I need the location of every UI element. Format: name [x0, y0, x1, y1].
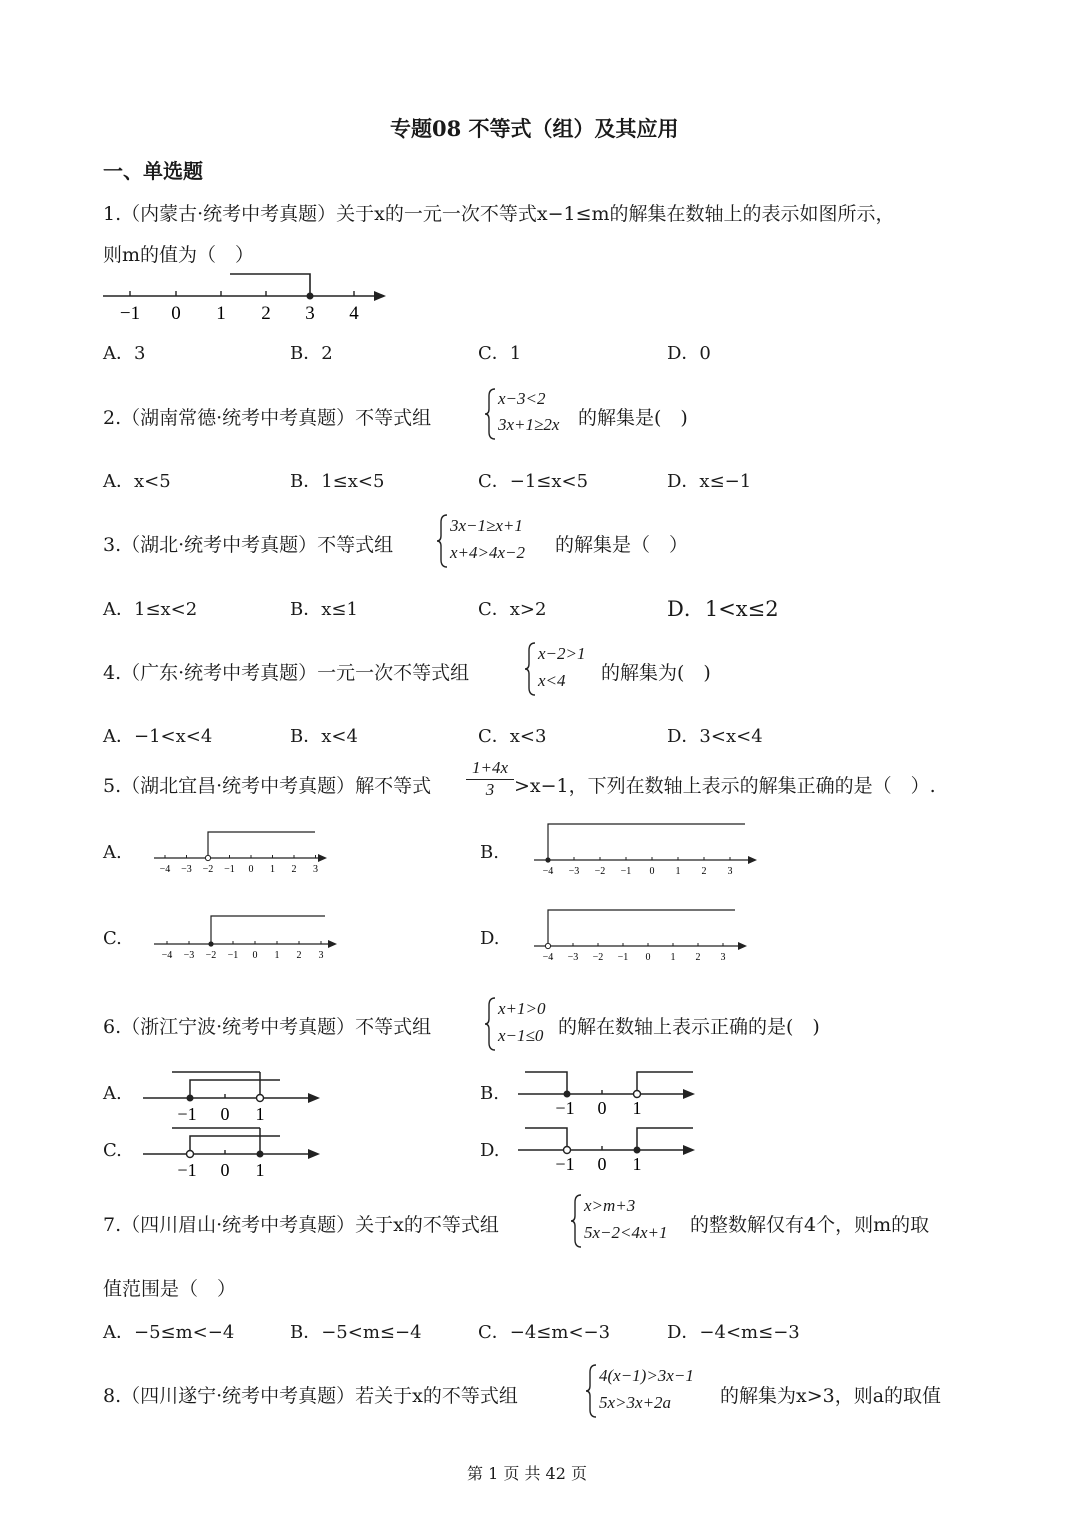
brace-icon — [484, 997, 496, 1051]
q6-tick: −1 — [555, 1154, 575, 1174]
q3-option-a[interactable]: A．1≤x<2 — [103, 599, 198, 620]
q2-option-d[interactable]: D．x≤−1 — [667, 471, 752, 492]
brace-icon — [570, 1194, 582, 1248]
brace-icon — [585, 1364, 597, 1418]
q1-option-c[interactable]: C．1 — [478, 343, 522, 364]
q5-option-a[interactable]: A. — [103, 842, 122, 863]
q2-line-1: x−3<2 — [498, 389, 546, 408]
brace-icon — [436, 514, 448, 568]
q6-tick: −1 — [177, 1104, 197, 1124]
q5-tick-label: 1 — [670, 952, 676, 963]
q1-tick: 4 — [349, 303, 359, 324]
q5-tick-label: −2 — [202, 864, 214, 875]
question-2-text: 2.（湖南常德·统考中考真题）不等式组 — [103, 407, 432, 429]
q6-tick: 0 — [597, 1154, 607, 1174]
question-7-suffix: 的整数解仅有4个，则m的取 — [690, 1214, 930, 1236]
solid-dot-icon — [564, 1091, 571, 1098]
open-dot-icon — [187, 1151, 194, 1158]
q5-tick-label: −2 — [592, 952, 604, 963]
q5-number-line-d — [530, 904, 750, 964]
q5-tick-label: −4 — [542, 866, 554, 877]
q5-tick-label: 0 — [649, 866, 655, 877]
q5-number-line-c — [150, 910, 340, 962]
q5-tick-label: −1 — [224, 864, 235, 875]
q6-tick: 1 — [632, 1154, 642, 1174]
solid-dot-icon — [545, 857, 550, 862]
q1-option-a[interactable]: A．3 — [103, 343, 146, 364]
q5-tick-label: −2 — [205, 950, 217, 961]
q2-option-b[interactable]: B．1≤x<5 — [290, 471, 385, 492]
open-dot-icon — [205, 855, 210, 860]
q5-tick-label: −1 — [227, 950, 239, 961]
q5-tick-label: 2 — [291, 864, 297, 875]
solution-bracket — [211, 916, 325, 944]
q6-tick: 0 — [220, 1104, 230, 1124]
q7-line-2: 5x−2<4x+1 — [584, 1223, 668, 1242]
q5-option-c[interactable]: C. — [103, 928, 122, 949]
page-title: 专题08 不等式（组）及其应用 — [390, 116, 679, 141]
q5-tick-label: 1 — [274, 950, 280, 961]
question-3-suffix: 的解集是（ ） — [555, 534, 689, 556]
arrow-icon — [328, 940, 337, 948]
question-7-text: 7.（四川眉山·统考中考真题）关于x的不等式组 — [103, 1214, 499, 1236]
q6-tick: 1 — [632, 1098, 642, 1118]
q4-line-1: x−2>1 — [538, 644, 586, 663]
question-7-text-line2: 值范围是（ ） — [103, 1278, 237, 1300]
q4-option-d[interactable]: D．3<x<4 — [667, 726, 763, 747]
q6-option-a[interactable]: A. — [103, 1083, 122, 1104]
question-5-suffix: >x−1，下列在数轴上表示的解集正确的是（ ）. — [514, 775, 936, 797]
q1-tick: 1 — [216, 303, 226, 324]
q1-option-b[interactable]: B．2 — [290, 343, 333, 364]
q7-inequality-system — [570, 1194, 690, 1248]
q3-option-c[interactable]: C．x>2 — [478, 599, 547, 620]
q5-tick-label: −1 — [620, 866, 632, 877]
q6-tick: 1 — [255, 1104, 265, 1124]
question-5-text: 5.（湖北宜昌·统考中考真题）解不等式 — [103, 775, 432, 797]
q5-tick-label: 0 — [645, 952, 651, 963]
q7-option-d[interactable]: D．−4<m≤−3 — [667, 1322, 800, 1343]
q5-tick-label: −1 — [617, 952, 629, 963]
brace-icon — [484, 388, 496, 440]
q1-option-d[interactable]: D．0 — [667, 343, 711, 364]
q2-inequality-system — [484, 388, 584, 440]
q5-tick-label: 3 — [720, 952, 726, 963]
q5-tick-label: −4 — [161, 950, 173, 961]
q3-option-b[interactable]: B．x≤1 — [290, 599, 358, 620]
q8-inequality-system — [585, 1364, 720, 1418]
solution-bracket — [548, 910, 735, 946]
q5-tick-label: 3 — [318, 950, 324, 961]
q5-tick-label: 3 — [313, 864, 318, 875]
question-8-suffix: 的解集为x>3，则a的取值 — [720, 1385, 942, 1407]
open-dot-icon — [564, 1147, 571, 1154]
question-1-text: 1.（内蒙古·统考中考真题）关于x的一元一次不等式x−1≤m的解集在数轴上的表示如图所示， — [103, 203, 895, 225]
brace-icon — [524, 642, 536, 696]
arrow-icon — [308, 1149, 320, 1159]
q5-tick-label: 2 — [296, 950, 302, 961]
question-6-text: 6.（浙江宁波·统考中考真题）不等式组 — [103, 1016, 432, 1038]
q5-option-d[interactable]: D. — [480, 928, 500, 949]
q1-tick: −1 — [119, 303, 141, 324]
q7-line-1: x>m+3 — [584, 1196, 636, 1215]
arrow-icon — [748, 856, 757, 864]
solution-bracket — [548, 824, 745, 860]
q1-tick: 0 — [171, 303, 181, 324]
q5-tick-label: −3 — [183, 950, 195, 961]
question-3-text: 3.（湖北·统考中考真题）不等式组 — [103, 534, 394, 556]
q2-line-2: 3x+1≥2x — [498, 415, 560, 434]
q5-tick-label: −4 — [159, 864, 171, 875]
q5-tick-label: −3 — [567, 952, 579, 963]
arrow-icon — [318, 854, 327, 862]
question-4-suffix: 的解集为( ) — [601, 662, 711, 684]
q5-tick-label: −2 — [594, 866, 606, 877]
q6-tick: 0 — [220, 1160, 230, 1180]
q4-option-a[interactable]: A．−1<x<4 — [103, 726, 213, 747]
question-4-text: 4.（广东·统考中考真题）一元一次不等式组 — [103, 662, 470, 684]
q5-tick-label: 2 — [701, 866, 707, 877]
solid-dot-icon — [257, 1151, 264, 1158]
q6-tick: 0 — [597, 1098, 607, 1118]
q8-line-2: 5x>3x+2a — [599, 1393, 672, 1412]
q3-line-1: 3x−1≥x+1 — [450, 516, 523, 535]
q5-tick-label: 3 — [727, 866, 733, 877]
arrow-icon — [738, 942, 747, 950]
question-8-text: 8.（四川遂宁·统考中考真题）若关于x的不等式组 — [103, 1385, 518, 1407]
q4-option-c[interactable]: C．x<3 — [478, 726, 547, 747]
section-heading: 一、单选题 — [103, 159, 203, 183]
q5-number-line-a — [150, 826, 330, 876]
q2-option-c[interactable]: C．−1≤x<5 — [478, 471, 589, 492]
arrow-icon — [308, 1093, 320, 1103]
q5-fraction-denominator: 3 — [466, 779, 514, 800]
q6-option-b[interactable]: B. — [480, 1083, 499, 1104]
open-dot-icon — [257, 1095, 264, 1102]
q6-number-line-d — [515, 1120, 700, 1182]
q4-inequality-system — [524, 642, 604, 696]
q6-tick: −1 — [177, 1160, 197, 1180]
q6-tick: 1 — [255, 1160, 265, 1180]
q5-tick-label: −3 — [568, 866, 580, 877]
q4-option-b[interactable]: B．x<4 — [290, 726, 358, 747]
q6-number-line-a — [140, 1064, 325, 1126]
q6-line-1: x+1>0 — [498, 999, 546, 1018]
solid-dot-icon — [634, 1147, 641, 1154]
solution-bracket — [208, 832, 315, 858]
q3-inequality-system — [436, 514, 556, 568]
q5-fraction — [466, 758, 514, 800]
q7-option-b[interactable]: B．−5<m≤−4 — [290, 1322, 422, 1343]
solid-dot-icon — [187, 1095, 194, 1102]
arrow-icon — [683, 1145, 695, 1155]
q7-option-a[interactable]: A．−5≤m<−4 — [103, 1322, 235, 1343]
arrow-icon — [683, 1089, 695, 1099]
q6-option-d[interactable]: D. — [480, 1140, 500, 1161]
q1-solution-bracket — [230, 274, 310, 296]
q7-option-c[interactable]: C．−4≤m<−3 — [478, 1322, 611, 1343]
q5-tick-label: 0 — [252, 950, 258, 961]
q5-number-line-b — [530, 818, 760, 878]
q5-option-b[interactable]: B. — [480, 842, 499, 863]
q6-number-line-b — [515, 1064, 700, 1126]
question-1-text-line2: 则m的值为（ ） — [103, 244, 255, 266]
q1-tick: 2 — [261, 303, 271, 324]
q5-tick-label: 1 — [270, 864, 275, 875]
q3-option-d[interactable]: D．1<x≤2 — [667, 597, 779, 621]
q6-inequality-system — [484, 997, 564, 1051]
question-2-suffix: 的解集是( ) — [578, 407, 688, 429]
open-dot-icon — [545, 943, 550, 948]
arrow-icon — [374, 291, 386, 301]
q2-option-a[interactable]: A．x<5 — [103, 471, 171, 492]
q5-tick-label: 2 — [695, 952, 701, 963]
page-footer: 第 1 页 共 42 页 — [467, 1464, 587, 1483]
q6-line-2: x−1≤0 — [498, 1026, 544, 1045]
q4-line-2: x<4 — [538, 671, 566, 690]
open-dot-icon — [634, 1091, 641, 1098]
q1-tick: 3 — [305, 303, 315, 324]
q6-number-line-c — [140, 1120, 325, 1182]
q5-fraction-numerator: 1+4x — [471, 758, 509, 777]
solid-dot-icon — [208, 941, 213, 946]
solid-dot-icon — [307, 293, 314, 300]
q8-line-1: 4(x−1)>3x−1 — [599, 1366, 694, 1385]
q6-tick: −1 — [555, 1098, 575, 1118]
q1-number-line — [100, 266, 400, 326]
q5-tick-label: 0 — [248, 864, 254, 875]
q3-line-2: x+4>4x−2 — [450, 543, 526, 562]
q5-tick-label: −3 — [181, 864, 192, 875]
question-6-suffix: 的解在数轴上表示正确的是( ) — [558, 1016, 820, 1038]
q5-tick-label: −4 — [542, 952, 554, 963]
q5-tick-label: 1 — [675, 866, 681, 877]
q6-option-c[interactable]: C. — [103, 1140, 122, 1161]
